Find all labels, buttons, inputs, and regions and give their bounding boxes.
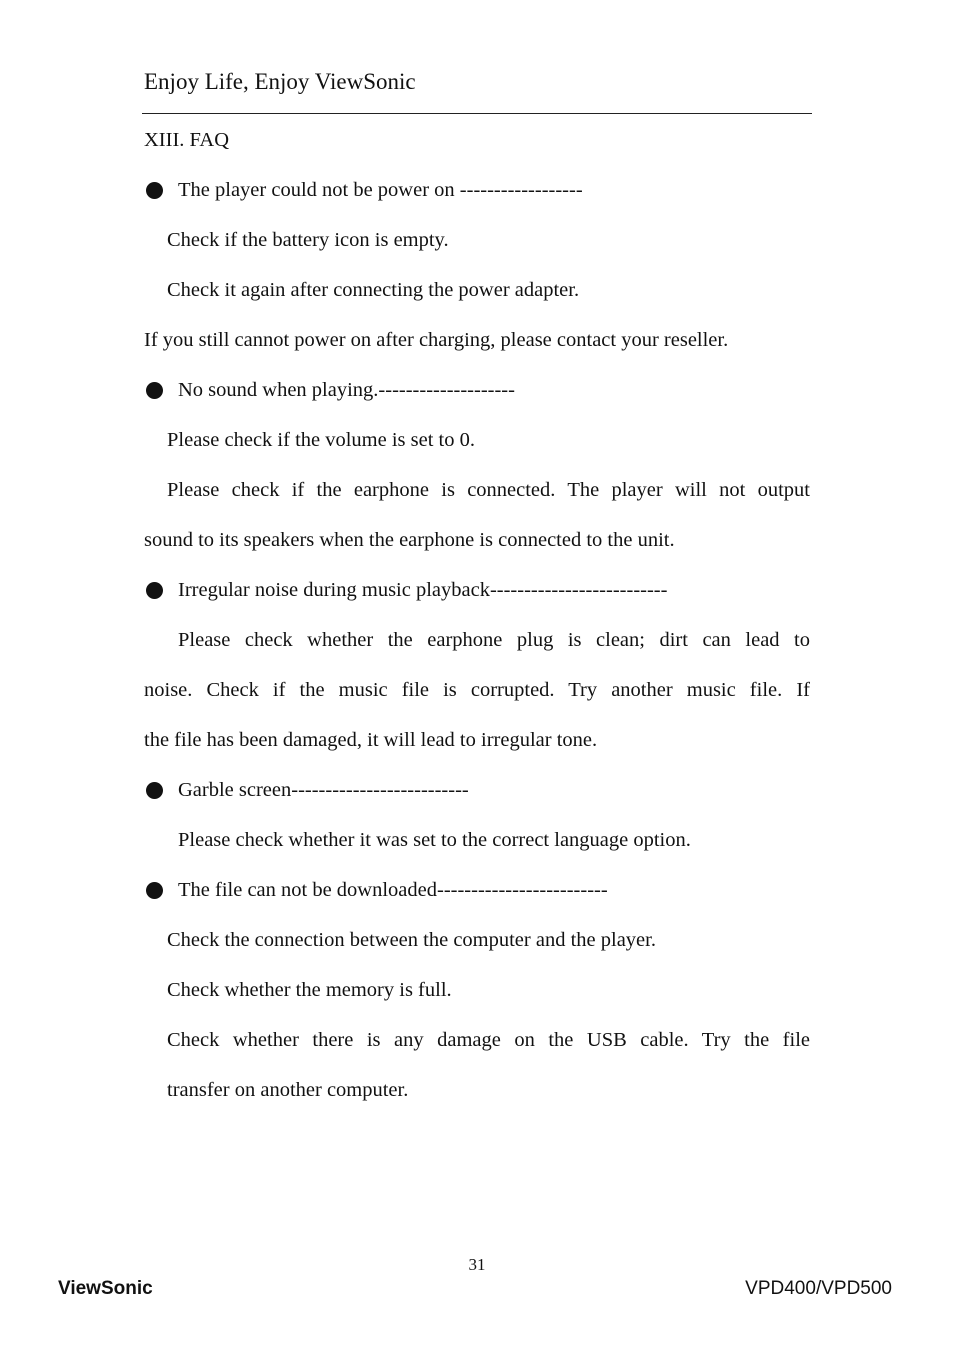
faq-answer-line: noise. Check if the music file is corrupted. Try another music file. If	[144, 679, 810, 701]
faq-answer-line: Check it again after connecting the power adapter.	[167, 279, 580, 301]
bullet-icon	[146, 782, 163, 799]
faq-question: Irregular noise during music playback--------------------------	[178, 579, 668, 601]
faq-answer-line: Please check if the earphone is connected. The player will not output	[167, 479, 810, 501]
faq-answer-line: Please check whether it was set to the correct language option.	[178, 829, 691, 851]
faq-answer-line: Please check whether the earphone plug is clean; dirt can lead to	[178, 629, 810, 651]
faq-question: No sound when playing.--------------------	[178, 379, 515, 401]
faq-answer-line: the file has been damaged, it will lead to irregular tone.	[144, 729, 598, 751]
faq-answer-line: sound to its speakers when the earphone is connected to the unit.	[144, 529, 675, 551]
header-divider	[142, 113, 812, 114]
faq-answer-line: Check if the battery icon is empty.	[167, 229, 449, 251]
faq-answer-line: Check the connection between the computer and the player.	[167, 929, 656, 951]
faq-answer-line: Check whether the memory is full.	[167, 979, 452, 1001]
faq-question: The file can not be downloaded-------------------------	[178, 879, 608, 901]
page-header-title: Enjoy Life, Enjoy ViewSonic	[144, 69, 416, 94]
faq-answer-line: transfer on another computer.	[167, 1079, 409, 1101]
footer-model: VPD400/VPD500	[745, 1278, 892, 1299]
footer-brand: ViewSonic	[58, 1278, 153, 1299]
faq-answer-line: If you still cannot power on after charging, please contact your reseller.	[144, 329, 729, 351]
section-title: XIII. FAQ	[144, 129, 230, 151]
faq-answer-line: Check whether there is any damage on the USB cable. Try the file	[167, 1029, 810, 1051]
faq-question: Garble screen--------------------------	[178, 779, 469, 801]
bullet-icon	[146, 882, 163, 899]
faq-answer-line: Please check if the volume is set to 0.	[167, 429, 475, 451]
bullet-icon	[146, 382, 163, 399]
faq-question: The player could not be power on ------------------	[178, 179, 583, 201]
bullet-icon	[146, 582, 163, 599]
bullet-icon	[146, 182, 163, 199]
page-number: 31	[468, 1255, 486, 1274]
